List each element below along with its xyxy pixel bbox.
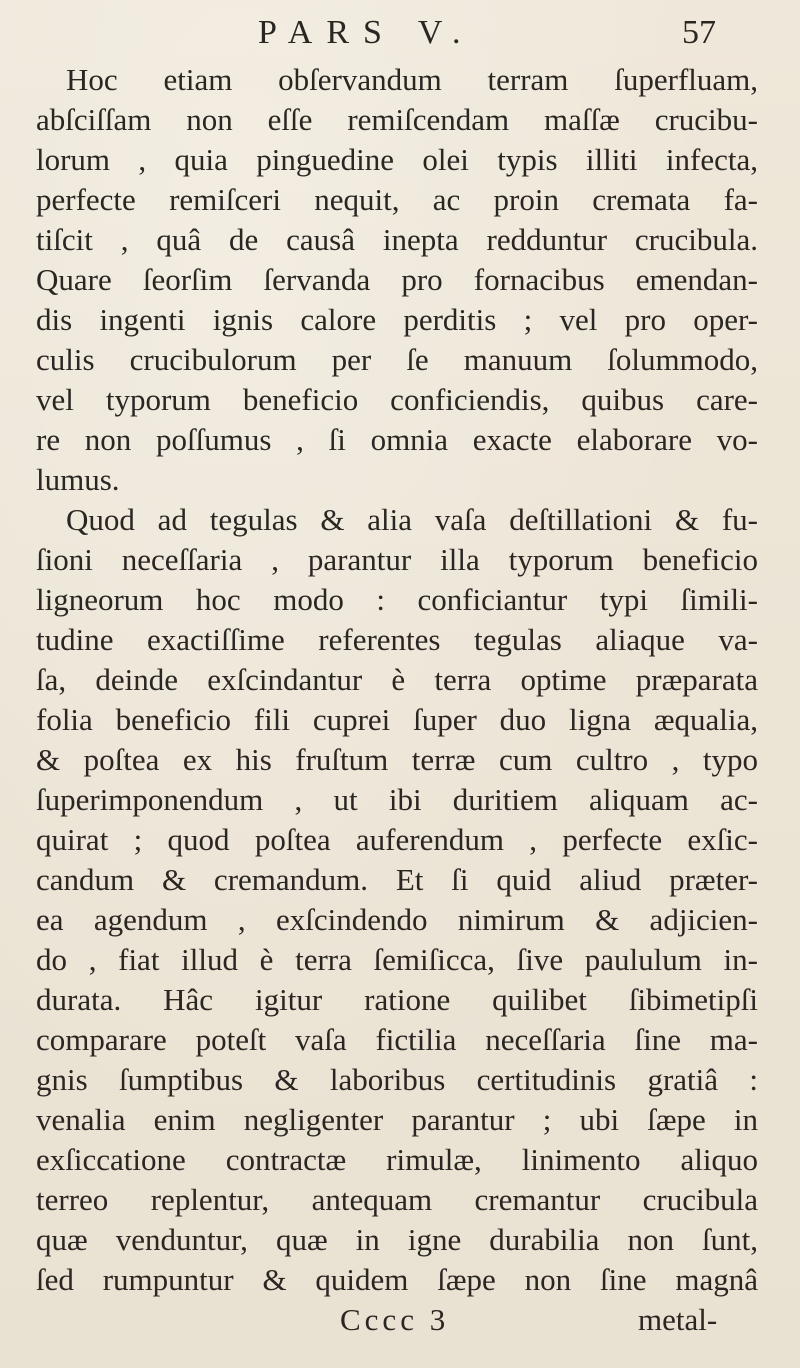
text-line: & poſtea ex his fruſtum terræ cum cultro , typo <box>36 742 758 777</box>
text-line: Hoc etiam obſervandum terram ſuperfluam, <box>66 62 758 97</box>
text-line: vel typorum beneficio conficiendis, quibus care- <box>36 382 758 417</box>
text-line: candum & cremandum. Et ſi quid aliud præter- <box>36 862 758 897</box>
text-line: terreo replentur, antequam cremantur crucibula <box>36 1182 758 1217</box>
signature-mark: Cccc 3 <box>340 1302 450 1337</box>
page-footer <box>0 1302 800 1342</box>
text-line: tudine exactiſſime referentes tegulas aliaque va- <box>36 622 758 657</box>
text-line: culis crucibulorum per ſe manuum ſolummodo, <box>36 342 758 377</box>
text-line: Quod ad tegulas & alia vaſa deſtillationi & fu- <box>66 502 758 537</box>
text-line: quirat ; quod poſtea auferendum , perfecte exſic- <box>36 822 758 857</box>
text-line: lorum , quia pinguedine olei typis illiti infecta, <box>36 142 758 177</box>
text-line: gnis ſumptibus & laboribus certitudinis gratiâ : <box>36 1062 758 1097</box>
body-text <box>36 60 758 1300</box>
text-line: abſciſſam non eſſe remiſcendam maſſæ crucibu- <box>36 102 758 137</box>
running-title: PARS V. <box>258 14 475 51</box>
text-line: ſed rumpuntur & quidem ſæpe non ſine magnâ <box>36 1262 758 1297</box>
text-line: Quare ſeorſim ſervanda pro fornacibus emendan- <box>36 262 758 297</box>
text-line: do , fiat illud è terra ſemiſicca, ſive paululum in- <box>36 942 758 977</box>
text-line: quæ venduntur, quæ in igne durabilia non ſunt, <box>36 1222 758 1257</box>
text-line: venalia enim negligenter parantur ; ubi ſæpe in <box>36 1102 758 1137</box>
text-line: ſioni neceſſaria , parantur illa typorum beneficio <box>36 542 758 577</box>
text-line: ea agendum , exſcindendo nimirum & adjicien- <box>36 902 758 937</box>
text-line: tiſcit , quâ de causâ inepta redduntur crucibula. <box>36 222 758 257</box>
text-line: comparare poteſt vaſa fictilia neceſſaria ſine ma- <box>36 1022 758 1057</box>
page-number: 57 <box>682 14 716 51</box>
text-line: folia beneficio fili cuprei ſuper duo ligna æqualia, <box>36 702 758 737</box>
text-line: ſuperimponendum , ut ibi duritiem aliquam ac- <box>36 782 758 817</box>
catchword: metal- <box>638 1302 718 1337</box>
text-line: dis ingenti ignis calore perditis ; vel pro oper- <box>36 302 758 337</box>
text-line: re non poſſumus , ſi omnia exacte elaborare vo- <box>36 422 758 457</box>
running-head <box>0 8 800 58</box>
text-line: perfecte remiſceri nequit, ac proin cremata fa- <box>36 182 758 217</box>
text-line: lumus. <box>36 462 120 497</box>
text-line: ſa, deinde exſcindantur è terra optime præparata <box>36 662 758 697</box>
text-line: durata. Hâc igitur ratione quilibet ſibimetipſi <box>36 982 758 1017</box>
text-line: ligneorum hoc modo : conficiantur typi ſimili- <box>36 582 758 617</box>
text-line: exſiccatione contractæ rimulæ, linimento aliquo <box>36 1142 758 1177</box>
